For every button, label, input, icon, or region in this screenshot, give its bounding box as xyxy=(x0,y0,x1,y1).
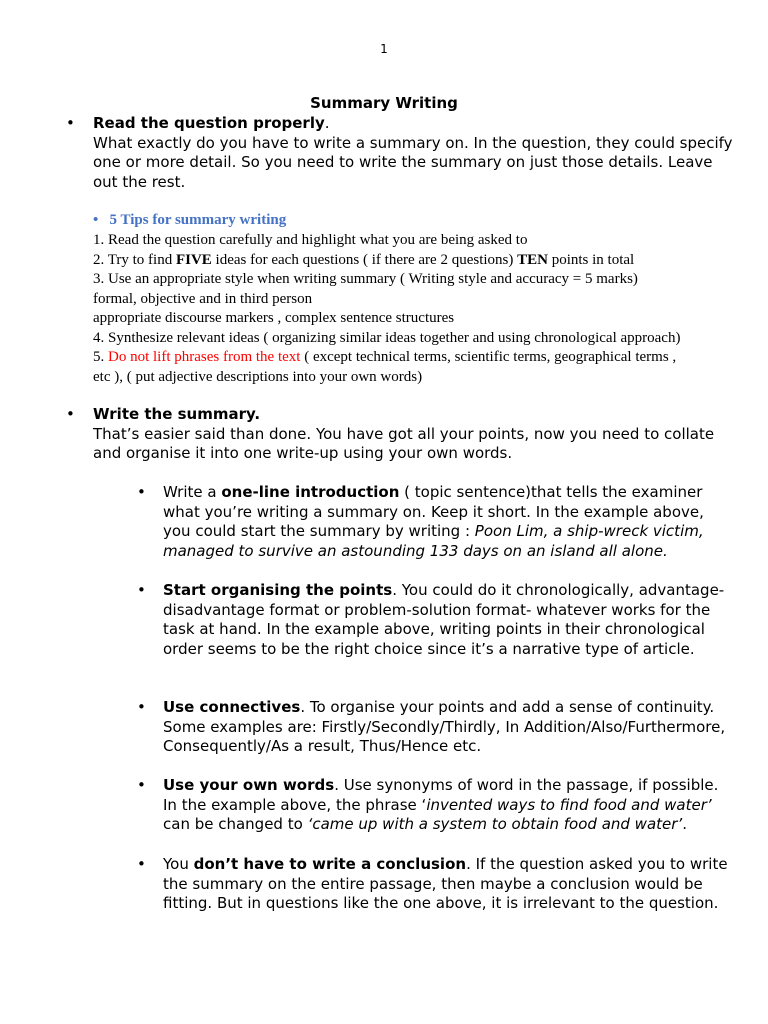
point-emphasis: Use connectives xyxy=(163,698,301,716)
point-emphasis: don’t have to write a conclusion xyxy=(193,855,467,873)
tip-2-text: 2. Try to find xyxy=(93,251,176,268)
tip-3: 3. Use an appropriate style when writing summary ( Writing style and accuracy = 5 marks) xyxy=(93,271,638,287)
tip-2-text-3: points in total xyxy=(547,251,635,268)
point-text: Write a xyxy=(163,483,222,501)
tip-3-detail-1: formal, objective and in third person xyxy=(93,290,313,307)
bullet-marker: • xyxy=(137,776,146,794)
section-heading: Write the summary. xyxy=(93,405,261,423)
section-body: What exactly do you have to write a summary on. In the question, they could specify one or more detail. So you need to write the summary on just those details. Leave out the rest. xyxy=(93,133,733,191)
bullet-marker: • xyxy=(137,483,146,501)
tip-5-warning: Do not lift phrases from the text xyxy=(108,349,301,365)
bullet-marker: • xyxy=(137,698,146,716)
point-text: You xyxy=(163,855,194,873)
tips-bullet: • xyxy=(93,212,99,228)
bullet-marker: • xyxy=(137,581,146,599)
point-text: . If the question asked you to write the summary on the entire passage, then maybe a conclusion would be fitting. But in questions like the one above, it is irrelevant to the question. xyxy=(163,855,728,912)
tips-heading-text: 5 Tips for summary writing xyxy=(109,212,287,228)
point-example: invented ways to find food and water’ xyxy=(426,795,712,814)
page-title: Summary Writing xyxy=(310,94,458,112)
tip-4: 4. Synthesize relevant ideas ( organizing similar ideas together and using chronological approach) xyxy=(93,329,681,346)
point-text: . Use synonyms of word in the passage, if possible. In the example above, the phrase ‘ xyxy=(163,776,719,814)
tip-5-number: 5. xyxy=(93,349,108,365)
section-heading: Read the question properly xyxy=(93,114,325,132)
tip-5-text: ( except technical terms, scientific terms, geographical terms , xyxy=(300,349,677,365)
tip-2 xyxy=(93,251,733,271)
point-text: can be changed to xyxy=(163,815,308,833)
point-conclusion xyxy=(163,855,728,914)
point-text: . To organise your points and add a sense of continuity. Some examples are: Firstly/Secondly/Thirdly, In Addition/Also/Furthermore, Consequently/As a result, Thus/Hence etc. xyxy=(163,698,726,755)
point-emphasis: one-line introduction xyxy=(221,483,400,501)
tips-list xyxy=(93,231,733,387)
bullet-marker: • xyxy=(66,405,75,423)
point-example: Poon Lim, a ship-wreck victim, managed to survive an astounding 133 days on an island all alone. xyxy=(163,522,704,560)
section-write-summary xyxy=(93,405,733,464)
page-number: 1 xyxy=(380,42,388,56)
tip-5-continued: etc ), ( put adjective descriptions into your own words) xyxy=(93,368,423,385)
bullet-marker: • xyxy=(66,114,75,132)
point-introduction xyxy=(163,483,728,561)
tip-1: 1. Read the question carefully and highlight what you are being asked to xyxy=(93,232,528,248)
tip-2-ten: TEN xyxy=(517,251,548,268)
point-connectives xyxy=(163,698,728,757)
point-organising xyxy=(163,581,728,659)
point-text: . You could do it chronologically, advantage-disadvantage format or problem-solution format- whatever works for the task at hand. In the example above, writing points in their chronological order seems to be the right choice since it’s a narrative type of article. xyxy=(163,581,725,658)
tip-5 xyxy=(93,348,733,368)
point-emphasis: Start organising the points xyxy=(163,581,393,599)
point-example: ‘came up with a system to obtain food and water’ xyxy=(307,815,683,833)
point-own-words xyxy=(163,776,728,835)
point-text: ( topic sentence)that tells the examiner what you’re writing a summary on. Keep it short. In the example above, you could start the summary by writing : xyxy=(163,483,704,540)
heading-punctuation: . xyxy=(324,114,330,132)
tip-3-detail-2: appropriate discourse markers , complex sentence structures xyxy=(93,310,455,326)
tips-block xyxy=(93,211,733,231)
section-body: That’s easier said than done. You have got all your points, now you need to collate and organise it into one write-up using your own words. xyxy=(93,424,715,462)
section-read-question xyxy=(93,114,733,192)
tips-heading xyxy=(93,211,733,231)
point-text: . xyxy=(682,815,687,833)
tip-2-five: FIVE xyxy=(175,251,212,268)
bullet-marker: • xyxy=(137,855,146,873)
point-emphasis: Use your own words xyxy=(163,776,335,794)
tip-2-text-2: ideas for each questions ( if there are 2 questions) xyxy=(211,251,518,268)
